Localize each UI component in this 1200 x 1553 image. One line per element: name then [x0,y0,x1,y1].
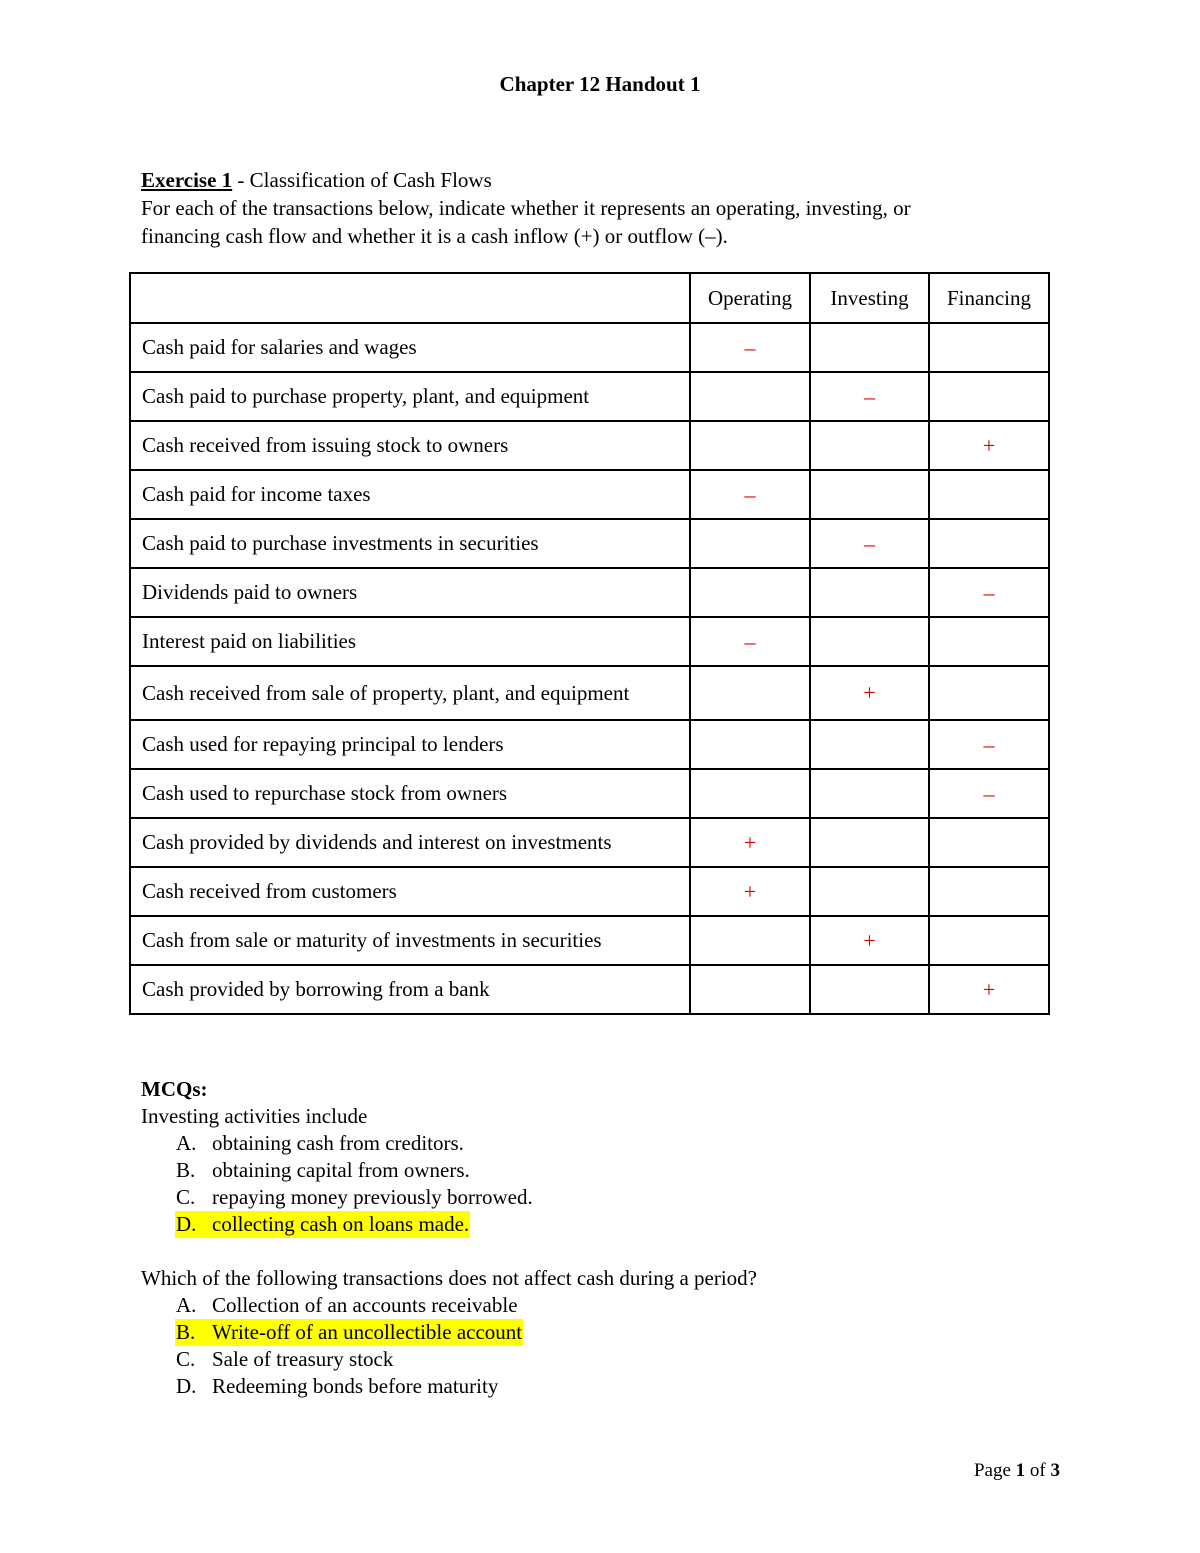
table-row [130,720,1049,769]
financing-mark: – [929,720,1049,769]
investing-mark [810,965,929,1014]
financing-mark [929,323,1049,372]
table-body [130,323,1049,1014]
question-2-options [141,1292,757,1400]
table-row [130,867,1049,916]
exercise-instructions-line-2: financing cash flow and whether it is a cash inflow (+) or outflow (–). [141,224,728,248]
table-row [130,372,1049,421]
investing-mark [810,323,929,372]
option-text: collecting cash on loans made. [212,1212,470,1236]
operating-mark: – [690,470,810,519]
operating-mark [690,769,810,818]
operating-mark [690,568,810,617]
transaction-label: Interest paid on liabilities [130,617,690,666]
table-row [130,666,1049,720]
highlighted-answer [175,1319,523,1346]
question-1-stem: Investing activities include [141,1104,368,1128]
option-letter: D. [176,1212,197,1236]
table-row [130,617,1049,666]
transaction-label: Cash paid for income taxes [130,470,690,519]
answer-option [175,1346,757,1373]
answer-option [175,1373,757,1400]
exercise-heading: Classification of Cash Flows [249,168,492,192]
transaction-label: Cash from sale or maturity of investments in securities [130,916,690,965]
investing-mark [810,818,929,867]
option-text-wrap [175,1130,465,1157]
transaction-label: Cash received from sale of property, plant, and equipment [130,666,690,720]
footer-current-page: 1 [1015,1460,1026,1481]
table-row [130,421,1049,470]
table-row [130,568,1049,617]
option-text: Sale of treasury stock [212,1347,394,1371]
header-financing: Financing [929,273,1049,323]
mcq-heading: MCQs: [141,1077,208,1101]
table-row [130,965,1049,1014]
investing-mark [810,470,929,519]
operating-mark [690,720,810,769]
table-row [130,916,1049,965]
investing-mark [810,720,929,769]
financing-mark: + [929,965,1049,1014]
option-letter: A. [176,1131,197,1155]
header-blank-cell [130,273,690,323]
question-1-options [141,1130,757,1238]
financing-mark: – [929,769,1049,818]
table-row [130,470,1049,519]
page-footer [974,1460,1060,1482]
table-row [130,519,1049,568]
investing-mark: – [810,519,929,568]
financing-mark [929,867,1049,916]
option-letter: B. [176,1158,196,1182]
exercise-intro [141,166,1041,250]
financing-mark [929,666,1049,720]
option-letter: A. [176,1293,197,1317]
operating-mark [690,916,810,965]
operating-mark: + [690,867,810,916]
header-operating: Operating [690,273,810,323]
transaction-label: Cash used for repaying principal to lenders [130,720,690,769]
table-row [130,818,1049,867]
financing-mark [929,916,1049,965]
option-text: Write-off of an uncollectible account [212,1320,523,1344]
table-header-row [130,273,1049,323]
investing-mark [810,568,929,617]
footer-page-word: Page [973,1460,1011,1481]
operating-mark [690,666,810,720]
option-text-wrap [175,1346,394,1373]
transaction-label: Dividends paid to owners [130,568,690,617]
answer-option [175,1184,757,1211]
option-text-wrap [175,1157,471,1184]
financing-mark [929,372,1049,421]
table-row [130,323,1049,372]
operating-mark: – [690,617,810,666]
transaction-label: Cash paid for salaries and wages [130,323,690,372]
transaction-label: Cash received from issuing stock to owners [130,421,690,470]
answer-option [175,1319,757,1346]
highlighted-answer [175,1211,470,1238]
footer-total-pages: 3 [1050,1460,1060,1481]
answer-option [175,1130,757,1157]
answer-option [175,1292,757,1319]
investing-mark: + [810,916,929,965]
option-letter: C. [176,1185,196,1209]
investing-mark: + [810,666,929,720]
exercise-heading-line [141,166,1041,194]
transaction-label: Cash paid to purchase property, plant, and equipment [130,372,690,421]
operating-mark: – [690,323,810,372]
exercise-instructions-line-1: For each of the transactions below, indicate whether it represents an operating, investing, or [141,196,911,220]
financing-mark [929,470,1049,519]
header-investing: Investing [810,273,929,323]
financing-mark: + [929,421,1049,470]
investing-mark [810,421,929,470]
option-text-wrap [175,1292,519,1319]
investing-mark [810,867,929,916]
transaction-label: Cash received from customers [130,867,690,916]
option-text: Collection of an accounts receivable [212,1293,518,1317]
transaction-label: Cash paid to purchase investments in securities [130,519,690,568]
option-text: obtaining capital from owners. [212,1158,470,1182]
investing-mark: – [810,372,929,421]
option-letter: D. [176,1374,197,1398]
option-text-wrap [175,1184,534,1211]
option-letter: C. [176,1347,196,1371]
option-text: repaying money previously borrowed. [212,1185,533,1209]
operating-mark [690,519,810,568]
transaction-label: Cash provided by borrowing from a bank [130,965,690,1014]
transaction-label: Cash used to repurchase stock from owners [130,769,690,818]
operating-mark [690,372,810,421]
investing-mark [810,769,929,818]
mcq-section [141,1076,757,1400]
option-text-wrap [175,1373,499,1400]
option-letter: B. [176,1320,196,1344]
operating-mark [690,965,810,1014]
page-title: Chapter 12 Handout 1 [499,72,701,96]
table-row [130,769,1049,818]
option-text: obtaining cash from creditors. [212,1131,464,1155]
financing-mark: – [929,568,1049,617]
answer-option [175,1157,757,1184]
option-text: Redeeming bonds before maturity [212,1374,499,1398]
cash-flow-classification-table [129,272,1050,1015]
transaction-label: Cash provided by dividends and interest on investments [130,818,690,867]
operating-mark: + [690,818,810,867]
exercise-separator: - [232,168,250,192]
exercise-label: Exercise 1 [141,168,233,192]
financing-mark [929,617,1049,666]
answer-option [175,1211,757,1238]
financing-mark [929,818,1049,867]
financing-mark [929,519,1049,568]
footer-of-word: of [1029,1460,1046,1481]
question-2-stem: Which of the following transactions does not affect cash during a period? [141,1266,758,1290]
operating-mark [690,421,810,470]
investing-mark [810,617,929,666]
